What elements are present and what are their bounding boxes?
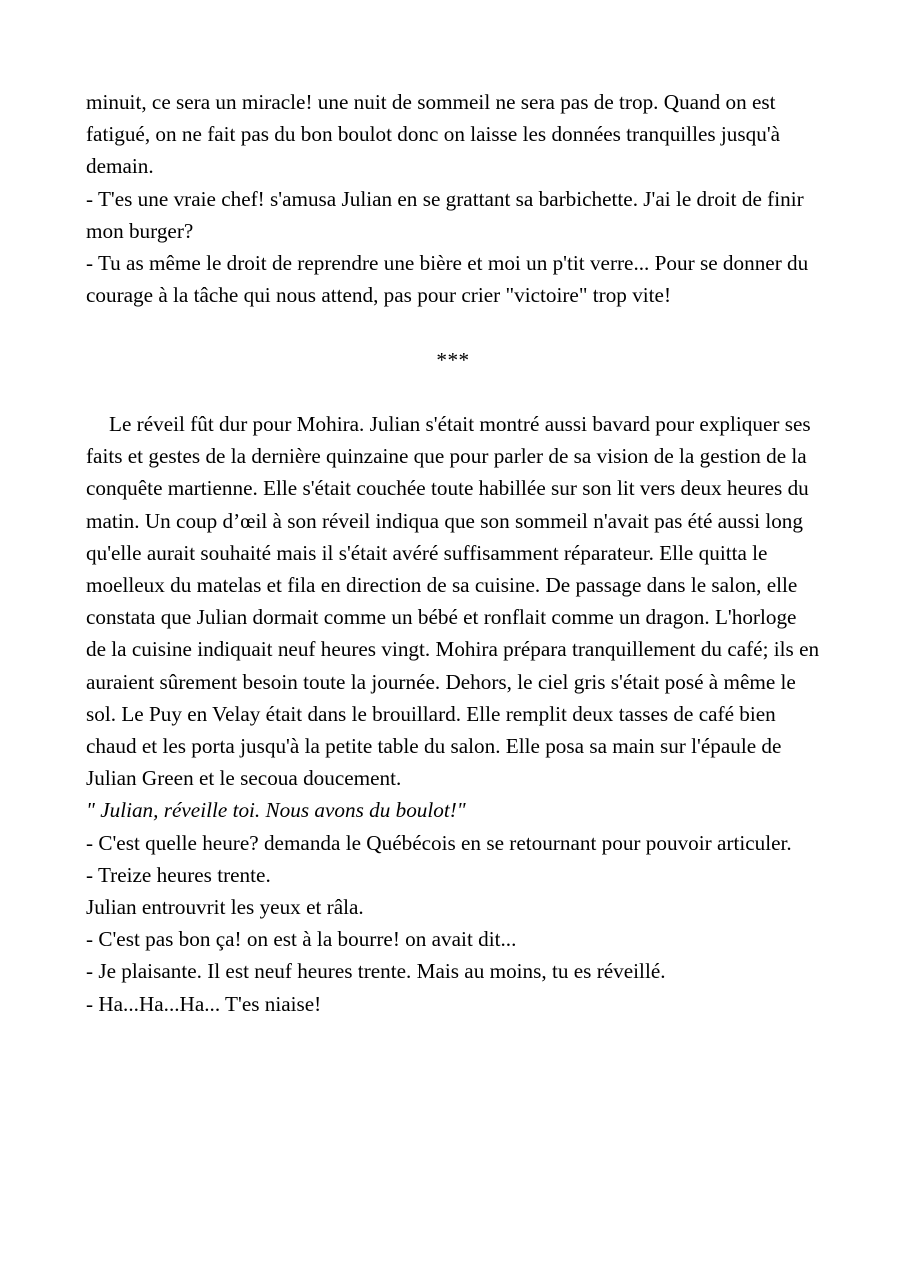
dialogue-line-5: - C'est pas bon ça! on est à la bourre! on avait dit... — [86, 927, 517, 952]
quoted-speech-italic: " Julian, réveille toi. Nous avons du boulot!" — [86, 798, 466, 823]
dialogue-line-4: - Treize heures trente. — [86, 862, 271, 887]
paragraph-narrative: Le réveil fût dur pour Mohira. Julian s'était montré aussi bavard pour expliquer ses faits et gestes de la dernière quinzaine que pour parler de sa vision de la gestion de la conquête martienne. Elle s'était couchée toute habillée sur son lit vers deux heures du matin. Un coup d’œil à son réveil indiqua que son sommeil n'avait pas été aussi long qu'elle aurait souhaité mais il s'était avéré suffisamment réparateur. Elle quitta le moelleux du matelas et fila en direction de sa cuisine. De passage dans le salon, elle constata que Julian dormait comme un bébé et ronflait comme un dragon. L'horloge de la cuisine indiquait neuf heures vingt. Mohira prépara tranquillement du café; ils en auraient sûrement besoin toute la journée. Dehors, le ciel gris s'était posé à même le sol. Le Puy en Velay était dans le brouillard. Elle remplit deux tasses de café bien chaud et les porta jusqu'à la petite table du salon. Elle posa sa main sur l'épaule de Julian Green et le secoua doucement. — [86, 412, 820, 791]
dialogue-line-6: - Je plaisante. Il est neuf heures trente. Mais au moins, tu es réveillé. — [86, 959, 666, 984]
blank-line-after-separator — [86, 376, 820, 408]
dialogue-line-3: - C'est quelle heure? demanda le Québécois en se retournant pour pouvoir articuler. — [86, 830, 792, 855]
blank-line-before-separator — [86, 311, 820, 343]
dialogue-line-7: - Ha...Ha...Ha... T'es niaise! — [86, 991, 322, 1016]
narration-line-1: Julian entrouvrit les yeux et râla. — [86, 895, 364, 920]
scene-separator: *** — [436, 347, 470, 372]
paragraph-opening: minuit, ce sera un miracle! une nuit de sommeil ne sera pas de trop. Quand on est fatigué, on ne fait pas du bon boulot donc on laisse les données tranquilles jusqu'à demain. — [86, 90, 781, 179]
dialogue-line-2: - Tu as même le droit de reprendre une bière et moi un p'tit verre... Pour se donner du courage à la tâche qui nous attend, pas pour crier "victoire" trop vite! — [86, 251, 809, 308]
dialogue-line-1: - T'es une vraie chef! s'amusa Julian en se grattant sa barbichette. J'ai le droit de finir mon burger? — [86, 186, 804, 243]
page-text-body — [86, 86, 820, 1020]
